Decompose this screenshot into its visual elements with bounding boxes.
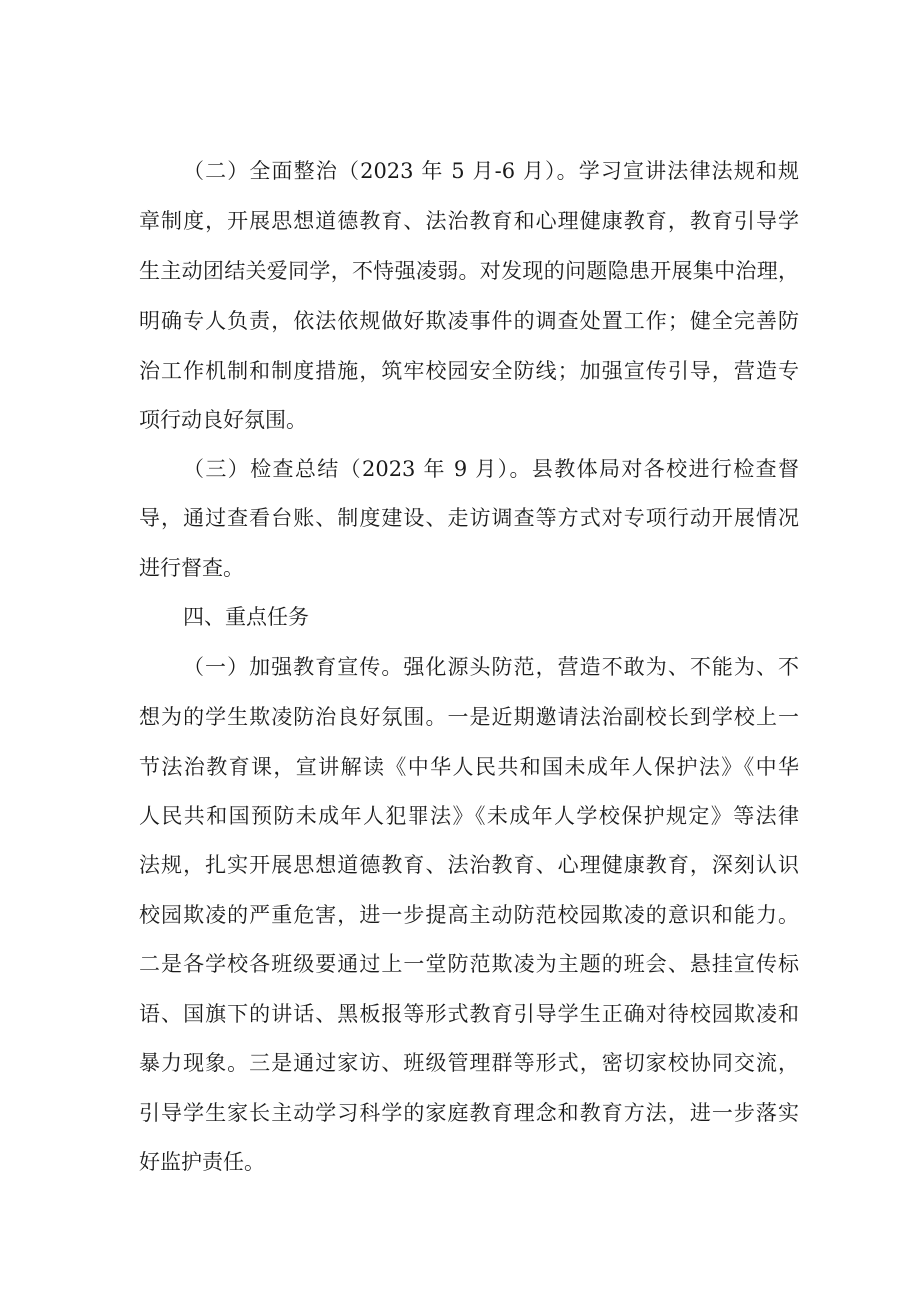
section-2-line-2: 章制度，开展思想道德教育、法治教育和心理健康教育，教育引导学	[139, 209, 799, 233]
task-1-line-4: 人民共和国预防未成年人犯罪法》《未成年人学校保护规定》等法律	[139, 804, 799, 828]
task-1-line-5: 法规，扎实开展思想道德教育、法治教育、心理健康教育，深刻认识	[139, 853, 799, 877]
section-3-line-1: （三）检查总结（2023 年 9 月）。县教体局对各校进行检查督	[183, 457, 799, 481]
section-2-line-4: 明确专人负责，依法依规做好欺凌事件的调查处置工作；健全完善防	[139, 309, 799, 333]
section-2-line-3: 生主动团结关爱同学，不恃强凌弱。对发现的问题隐患开展集中治理，	[139, 259, 799, 283]
task-1-line-11: 好监护责任。	[139, 1150, 265, 1174]
task-1-line-8: 语、国旗下的讲话、黑板报等形式教育引导学生正确对待校园欺凌和	[139, 1002, 799, 1026]
task-1-line-2: 想为的学生欺凌防治良好氛围。一是近期邀请法治副校长到学校上一	[139, 705, 799, 729]
heading-key-tasks: 四、重点任务	[183, 605, 309, 629]
section-2-line-5: 治工作机制和制度措施，筑牢校园安全防线；加强宣传引导，营造专	[139, 359, 799, 383]
task-1-line-1: （一）加强教育宣传。强化源头防范，营造不敢为、不能为、不	[183, 655, 799, 679]
task-1-line-7: 二是各学校各班级要通过上一堂防范欺凌为主题的班会、悬挂宣传标	[139, 952, 799, 976]
section-2-line-1: （二）全面整治（2023 年 5 月-6 月）。学习宣讲法律法规和规	[183, 159, 799, 183]
section-3-line-2: 导，通过查看台账、制度建设、走访调查等方式对专项行动开展情况	[139, 506, 799, 530]
task-1-line-10: 引导学生家长主动学习科学的家庭教育理念和教育方法，进一步落实	[139, 1101, 799, 1125]
task-1-line-9: 暴力现象。三是通过家访、班级管理群等形式，密切家校协同交流，	[139, 1051, 799, 1075]
section-3-line-3: 进行督查。	[139, 556, 244, 580]
task-1-line-3: 节法治教育课，宣讲解读《中华人民共和国未成年人保护法》《中华	[139, 755, 799, 779]
task-1-line-6: 校园欺凌的严重危害，进一步提高主动防范校园欺凌的意识和能力。	[139, 903, 799, 927]
section-2-line-6: 项行动良好氛围。	[139, 408, 307, 432]
